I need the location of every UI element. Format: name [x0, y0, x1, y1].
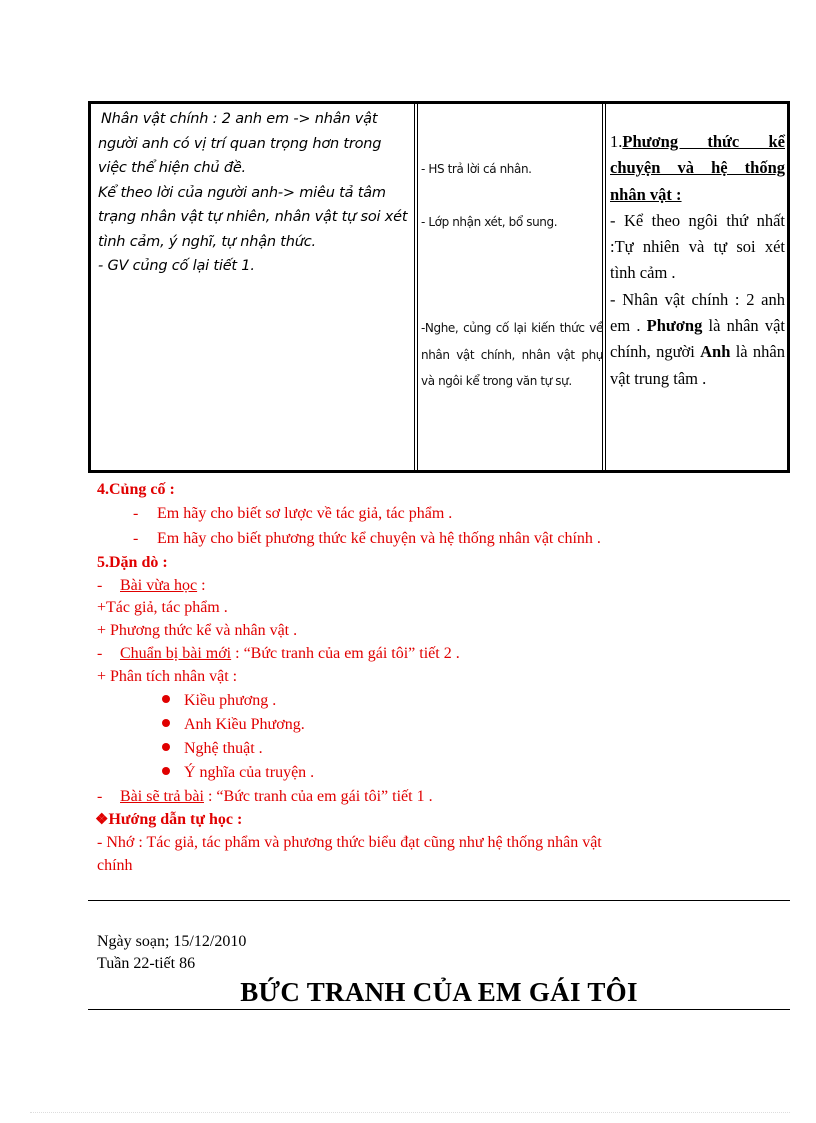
- bullet-text: Ý nghĩa của truyện .: [184, 764, 315, 781]
- point2-part-a: - Nhân vật chính : 2 anh em .: [610, 289, 785, 336]
- lesson-table: [88, 101, 790, 473]
- section-divider: [88, 900, 790, 901]
- bullet-text: Kiều phương .: [184, 692, 277, 709]
- student-note-3: -Nghe, củng cố lại kiến thức về nhân vật chính, nhân vật phụ và ngôi kể trong văn tự sự.: [421, 321, 603, 388]
- cungco-heading: 4.Củng cố :: [97, 481, 175, 498]
- table-divider-1a: [414, 101, 415, 473]
- content-heading: [610, 129, 785, 208]
- cungco-item-2: - Em hãy cho biết phương thức kể chuyện và hệ thống nhân vật chính .: [133, 530, 601, 547]
- point2-part-b: Phương: [646, 316, 703, 336]
- cungco-item-2-text: Em hãy cho biết phương thức kể chuyện và hệ thống nhân vật chính .: [157, 530, 601, 547]
- chuan-bi-label: Chuẩn bị bài mới: [120, 645, 232, 662]
- chuan-bi-rest: : “Bức tranh của em gái tôi” tiết 2 .: [231, 645, 460, 662]
- table-border-right: [787, 101, 790, 473]
- ngay-soan: Ngày soạn; 15/12/2010: [97, 933, 247, 950]
- huong-dan-heading: [95, 809, 242, 831]
- bullet-icon: [162, 695, 170, 703]
- teacher-activity-cell: [98, 107, 412, 279]
- huong-dan-line-1: - Nhớ : Tác giả, tác phẩm và phương thức biểu đạt cũng như hệ thống nhân vật: [97, 834, 602, 851]
- cungco-item-1: - Em hãy cho biết sơ lược về tác giả, tác phẩm .: [133, 505, 453, 522]
- chuan-bi-line: [97, 643, 460, 665]
- lesson-title: BỨC TRANH CỦA EM GÁI TÔI: [240, 977, 638, 1007]
- page-footer-dotted-line: [30, 1112, 790, 1113]
- content-point-2: [610, 287, 785, 392]
- content-heading-text: Phương thức kể chuyện và hệ thống nhân vật :: [610, 132, 785, 204]
- bai-vua-hoc-line: [97, 575, 206, 597]
- bullet-text: Anh Kiều Phương.: [184, 716, 305, 733]
- teacher-note-2: Kể theo lời của người anh-> miêu tả tâm trạng nhân vật tự nhiên, nhân vật tự soi xét tình cảm, ý nghĩ, tự nhận thức.: [98, 184, 408, 250]
- bai-se-tra-bai-line: [97, 786, 433, 808]
- dash: -: [97, 788, 103, 805]
- point2-part-c: là nhân vật chính, người: [610, 316, 785, 362]
- bullet-item-1: [162, 690, 276, 712]
- dando-line-1: +Tác giả, tác phẩm .: [97, 599, 228, 616]
- table-border-left: [88, 101, 91, 473]
- bullet-item-3: [162, 738, 263, 760]
- point2-part-d: Anh: [700, 342, 731, 362]
- bullet-item-4: [162, 762, 314, 784]
- student-note-1: - HS trả lời cá nhân.: [421, 162, 532, 176]
- content-point-1: - Kể theo ngôi thứ nhất :Tự nhiên và tự soi xét tình cảm .: [610, 210, 785, 283]
- diamond-bullet-icon: ❖: [95, 812, 109, 828]
- title-underline: [88, 1009, 790, 1010]
- bullet-icon: [162, 743, 170, 751]
- dash: -: [97, 645, 103, 662]
- colon: :: [197, 577, 206, 594]
- bullet-icon: [162, 719, 170, 727]
- huong-dan-line-2: chính: [97, 857, 133, 874]
- table-divider-1b: [417, 101, 418, 473]
- point2-part-e: là nhân vật trung tâm .: [610, 342, 785, 388]
- tuan-tiet: Tuần 22-tiết 86: [97, 955, 196, 972]
- dando-line-3: + Phân tích nhân vật :: [97, 668, 238, 685]
- teacher-note-1: Nhân vật chính : 2 anh em -> nhân vật người anh có vị trí quan trọng hơn trong việc thể hiện chủ đề.: [98, 111, 382, 176]
- bullet-text: Nghệ thuật .: [184, 740, 263, 757]
- dando-heading: 5.Dặn dò :: [97, 554, 168, 571]
- bai-se-tra-bai-label: Bài sẽ trả bài: [120, 788, 204, 805]
- student-note-2: - Lớp nhận xét, bổ sung.: [421, 215, 558, 229]
- content-heading-number: 1.: [610, 132, 623, 151]
- dando-line-2: + Phương thức kể và nhân vật .: [97, 622, 298, 639]
- cungco-item-1-text: Em hãy cho biết sơ lược về tác giả, tác phẩm .: [157, 505, 453, 522]
- bai-se-tra-bai-rest: : “Bức tranh của em gái tôi” tiết 1 .: [203, 788, 433, 805]
- bullet-icon: [162, 767, 170, 775]
- teacher-note-3: - GV củng cố lại tiết 1.: [98, 258, 255, 274]
- bai-vua-hoc-label: Bài vừa học: [120, 577, 198, 594]
- dash: -: [97, 577, 103, 594]
- huong-dan-heading-text: Hướng dẫn tự học :: [108, 811, 243, 828]
- student-activity-cell: [421, 101, 605, 471]
- table-divider-2b: [605, 101, 606, 473]
- bullet-item-2: [162, 714, 305, 736]
- content-cell: [610, 129, 785, 392]
